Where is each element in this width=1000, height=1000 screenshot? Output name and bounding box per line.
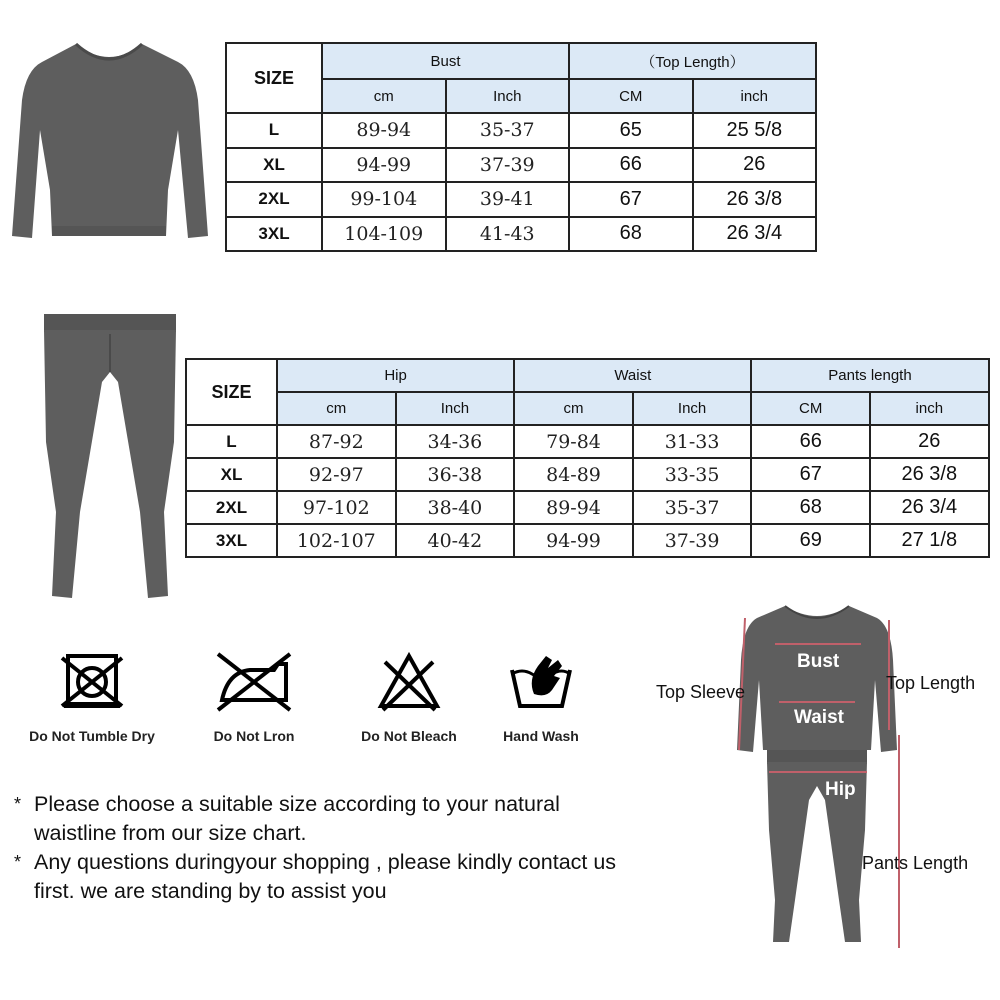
unit-header: inch <box>870 392 989 425</box>
size-cell: 2XL <box>226 182 322 217</box>
hip-inch-cell: 34-36 <box>396 425 515 458</box>
care-item-hand-wash <box>466 650 616 744</box>
bust-label: Bust <box>797 651 840 672</box>
unit-header: cm <box>514 392 633 425</box>
care-item-no-bleach <box>334 650 484 744</box>
bust-inch-cell: 39-41 <box>446 182 570 217</box>
bust-inch-cell: 35-37 <box>446 113 570 148</box>
care-item-no-tumble-dry <box>17 650 167 744</box>
care-label: Do Not Lron <box>213 728 295 744</box>
unit-header: Inch <box>396 392 515 425</box>
care-item-no-iron <box>179 650 329 744</box>
thermal-pants-image <box>40 312 180 604</box>
bust-header: Bust <box>322 43 569 79</box>
bust-inch-cell: 37-39 <box>446 148 570 183</box>
no-iron-icon <box>212 650 296 714</box>
length-inch-cell: 26 3/8 <box>870 458 989 491</box>
bust-cm-cell: 99-104 <box>322 182 446 217</box>
top-length-label: Top Length <box>886 673 976 693</box>
no-tumble-dry-icon <box>60 650 124 714</box>
waist-inch-cell: 33-35 <box>633 458 752 491</box>
hip-cm-cell: 87-92 <box>277 425 396 458</box>
length-inch-cell: 26 3/4 <box>870 491 989 524</box>
unit-header: Inch <box>446 79 570 113</box>
waist-header: Waist <box>514 359 751 392</box>
length-cm-cell: 66 <box>751 425 870 458</box>
waist-cm-cell: 79-84 <box>514 425 633 458</box>
bust-inch-cell: 41-43 <box>446 217 570 252</box>
size-cell: XL <box>226 148 322 183</box>
length-cm-cell: 67 <box>569 182 693 217</box>
length-inch-cell: 26 <box>693 148 817 183</box>
size-cell: L <box>186 425 277 458</box>
size-cell: XL <box>186 458 277 491</box>
size-notes <box>14 790 634 906</box>
note-text: Any questions duringyour shopping , please kindly contact us first. we are standing by to assist you <box>34 850 617 903</box>
hip-cm-cell: 102-107 <box>277 524 396 557</box>
table-row <box>186 425 989 458</box>
size-cell: 3XL <box>226 217 322 252</box>
bullet-star: * <box>14 852 22 872</box>
length-inch-cell: 26 <box>870 425 989 458</box>
length-cm-cell: 65 <box>569 113 693 148</box>
hip-inch-cell: 36-38 <box>396 458 515 491</box>
size-header: SIZE <box>186 359 277 425</box>
hand-wash-icon <box>506 650 576 714</box>
length-cm-cell: 69 <box>751 524 870 557</box>
length-cm-cell: 68 <box>751 491 870 524</box>
table-row <box>186 458 989 491</box>
length-inch-cell: 25 5/8 <box>693 113 817 148</box>
length-cm-cell: 67 <box>751 458 870 491</box>
hip-inch-cell: 40-42 <box>396 524 515 557</box>
size-cell: L <box>226 113 322 148</box>
note-item <box>14 848 634 906</box>
bust-cm-cell: 94-99 <box>322 148 446 183</box>
length-inch-cell: 26 3/8 <box>693 182 817 217</box>
length-inch-cell: 27 1/8 <box>870 524 989 557</box>
unit-header: cm <box>322 79 446 113</box>
waist-cm-cell: 84-89 <box>514 458 633 491</box>
size-header: SIZE <box>226 43 322 113</box>
unit-header: cm <box>277 392 396 425</box>
pants-length-header: Pants length <box>751 359 988 392</box>
waist-inch-cell: 31-33 <box>633 425 752 458</box>
unit-header: inch <box>693 79 817 113</box>
top-sleeve-label: Top Sleeve <box>656 682 746 702</box>
care-label: Hand Wash <box>503 728 579 744</box>
top-size-table <box>225 42 817 252</box>
hip-inch-cell: 38-40 <box>396 491 515 524</box>
table-row <box>226 148 816 183</box>
length-inch-cell: 26 3/4 <box>693 217 817 252</box>
waist-cm-cell: 89-94 <box>514 491 633 524</box>
care-label: Do Not Tumble Dry <box>29 728 155 744</box>
hip-header: Hip <box>277 359 514 392</box>
table-row <box>226 217 816 252</box>
table-row <box>226 113 816 148</box>
length-cm-cell: 66 <box>569 148 693 183</box>
hip-cm-cell: 92-97 <box>277 458 396 491</box>
hip-cm-cell: 97-102 <box>277 491 396 524</box>
size-cell: 3XL <box>186 524 277 557</box>
table-row <box>186 491 989 524</box>
care-label: Do Not Bleach <box>361 728 457 744</box>
hip-label: Hip <box>825 779 856 800</box>
waist-label: Waist <box>794 707 844 728</box>
unit-header: CM <box>569 79 693 113</box>
no-bleach-icon <box>377 650 441 714</box>
bullet-star: * <box>14 794 22 814</box>
waist-cm-cell: 94-99 <box>514 524 633 557</box>
note-item <box>14 790 634 848</box>
unit-header: CM <box>751 392 870 425</box>
note-text: Please choose a suitable size according to your natural waistline from our size chart. <box>34 792 560 845</box>
bust-cm-cell: 104-109 <box>322 217 446 252</box>
top-length-header: （Top Length） <box>569 43 816 79</box>
size-cell: 2XL <box>186 491 277 524</box>
table-row <box>226 182 816 217</box>
thermal-top-image <box>8 40 213 245</box>
unit-header: Inch <box>633 392 752 425</box>
waist-inch-cell: 35-37 <box>633 491 752 524</box>
pants-length-label: Pants Length <box>862 853 969 873</box>
pants-size-table <box>185 358 990 558</box>
table-row <box>186 524 989 557</box>
waist-inch-cell: 37-39 <box>633 524 752 557</box>
bust-cm-cell: 89-94 <box>322 113 446 148</box>
length-cm-cell: 68 <box>569 217 693 252</box>
